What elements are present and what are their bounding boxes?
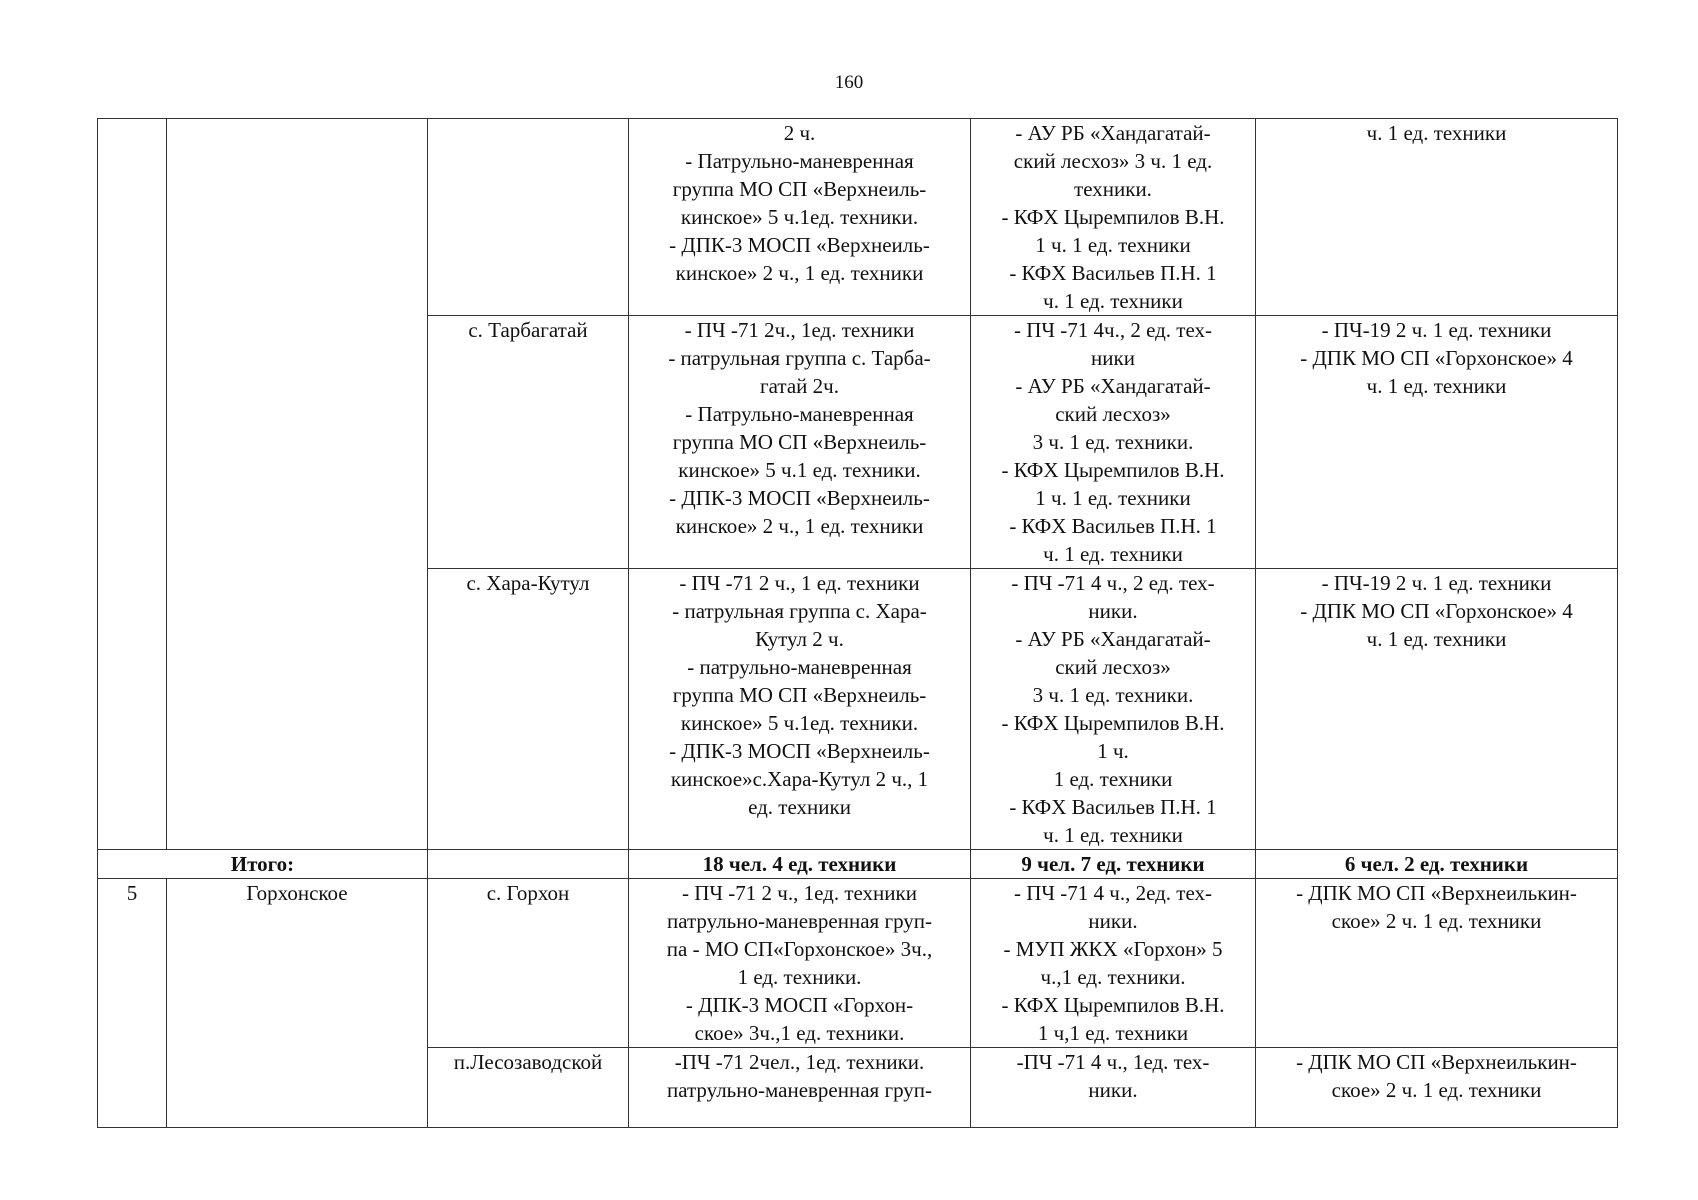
cell-line: ч. 1 ед. техники xyxy=(1366,374,1507,398)
cell-line: - КФХ Васильев П.Н. 1 xyxy=(1009,795,1217,819)
cell-line: ники xyxy=(1091,346,1135,370)
additional-cell xyxy=(1256,879,1618,1048)
cell-line: группа МО СП «Верхнеиль- xyxy=(672,430,927,454)
cell-line: ское» 2 ч. 1 ед. техники xyxy=(1331,909,1542,933)
cell-line: - ДПК-3 МОСП «Верхнеиль- xyxy=(669,739,930,763)
settlement-cell: п.Лесозаводской xyxy=(428,1048,629,1128)
cell-line: ское» 2 ч. 1 ед. техники xyxy=(1331,1078,1542,1102)
cell-line: кинское» 5 ч.1ед. техники. xyxy=(680,711,919,735)
cell-line: ский лесхоз» xyxy=(1055,402,1171,426)
cell-line: ское» 3ч.,1 ед. техники. xyxy=(694,1021,905,1045)
cell-line: - ПЧ -71 4 ч., 2 ед. тех- xyxy=(1011,571,1215,595)
cell-line: 1 ед. техники. xyxy=(737,965,862,989)
cell-line: -ПЧ -71 2чел., 1ед. техники. xyxy=(674,1050,925,1074)
cell-line: - КФХ Цыремпилов В.Н. xyxy=(1001,458,1225,482)
cell-line: группа МО СП «Верхнеиль- xyxy=(672,683,927,707)
settlement-cell xyxy=(428,119,629,316)
municipality-cell: Горхонское xyxy=(167,879,428,1128)
cell-line: - ДПК МО СП «Верхнеилькин- xyxy=(1296,1050,1577,1074)
cell-line: - КФХ Цыремпилов В.Н. xyxy=(1001,993,1225,1017)
cell-line: - АУ РБ «Хандагатай- xyxy=(1015,374,1211,398)
table-row xyxy=(98,879,1618,1048)
reserve-cell xyxy=(971,569,1256,850)
cell-line: - КФХ Васильев П.Н. 1 xyxy=(1009,261,1217,285)
cell-line: 1 ч,1 ед. техники xyxy=(1037,1021,1189,1045)
cell-line: кинское»с.Хара-Кутул 2 ч., 1 xyxy=(670,767,929,791)
cell-line: - ДПК МО СП «Горхонское» 4 xyxy=(1300,599,1573,623)
reserve-cell xyxy=(971,879,1256,1048)
settlement-cell: с. Горхон xyxy=(428,879,629,1048)
cell-line: - Патрульно-маневренная xyxy=(685,149,914,173)
cell-line: ч. 1 ед. техники xyxy=(1043,823,1183,847)
cell-line: ч. 1 ед. техники xyxy=(1043,289,1183,313)
cell-line: 3 ч. 1 ед. техники. xyxy=(1032,430,1194,454)
cell-line: ч. 1 ед. техники xyxy=(1366,121,1507,145)
cell-line: - ПЧ -71 2 ч., 1 ед. техники xyxy=(679,571,920,595)
cell-line: техники. xyxy=(1074,177,1152,201)
cell-line: 2 ч. xyxy=(783,121,816,145)
forces-cell xyxy=(629,569,971,850)
cell-line: - ПЧ-19 2 ч. 1 ед. техники xyxy=(1321,318,1552,342)
cell-line: ский лесхоз» 3 ч. 1 ед. xyxy=(1013,149,1213,173)
cell-line: - ПЧ -71 2 ч., 1ед. техники xyxy=(682,881,917,905)
cell-line: - АУ РБ «Хандагатай- xyxy=(1015,627,1211,651)
cell-line: кинское» 5 ч.1ед. техники. xyxy=(680,205,919,229)
cell-line: - КФХ Васильев П.Н. 1 xyxy=(1009,514,1217,538)
cell-line: - ПЧ -71 4ч., 2 ед. тех- xyxy=(1013,318,1213,342)
cell-line: - ДПК-3 МОСП «Верхнеиль- xyxy=(669,486,930,510)
reserve-cell xyxy=(971,1048,1256,1128)
settlement-cell: с. Тарбагатай xyxy=(428,316,629,569)
cell-line: гатай 2ч. xyxy=(760,374,839,398)
total-additional: 6 чел. 2 ед. техники xyxy=(1256,850,1618,879)
settlement-cell: с. Хара-Кутул xyxy=(428,569,629,850)
cell-line: - ДПК-3 МОСП «Верхнеиль- xyxy=(669,233,930,257)
forces-cell xyxy=(629,119,971,316)
reserve-cell xyxy=(971,316,1256,569)
additional-cell xyxy=(1256,569,1618,850)
cell-line: па - МО СП«Горхонское» 3ч., xyxy=(666,937,933,961)
forces-cell xyxy=(629,1048,971,1128)
cell-line: - Патрульно-маневренная xyxy=(685,402,914,426)
cell-line: ед. техники xyxy=(748,795,851,819)
cell-line: - КФХ Цыремпилов В.Н. xyxy=(1001,205,1225,229)
additional-cell xyxy=(1256,316,1618,569)
cell-line: группа МО СП «Верхнеиль- xyxy=(672,177,927,201)
cell-line: 3 ч. 1 ед. техники. xyxy=(1032,683,1194,707)
cell-line: - ДПК МО СП «Горхонское» 4 xyxy=(1300,346,1573,370)
cell-line: - ДПК МО СП «Верхнеилькин- xyxy=(1296,881,1577,905)
total-forces: 18 чел. 4 ед. техники xyxy=(629,850,971,879)
cell-line: 1 ч. 1 ед. техники xyxy=(1035,486,1191,510)
additional-cell xyxy=(1256,119,1618,316)
table-row xyxy=(98,119,1618,316)
cell-line: патрульно-маневренная груп- xyxy=(666,909,933,933)
cell-line: - МУП ЖКХ «Горхон» 5 xyxy=(1003,937,1223,961)
cell-line: - ДПК-3 МОСП «Горхон- xyxy=(685,993,914,1017)
cell-line: кинское» 5 ч.1 ед. техники. xyxy=(678,458,921,482)
number-cell xyxy=(98,119,167,850)
cell-line: ч. 1 ед. техники xyxy=(1043,542,1183,566)
cell-line: ники. xyxy=(1088,1078,1138,1102)
cell-line: - АУ РБ «Хандагатай- xyxy=(1015,121,1211,145)
cell-line: - КФХ Цыремпилов В.Н. xyxy=(1001,711,1225,735)
cell-line: -ПЧ -71 4 ч., 1ед. тех- xyxy=(1016,1050,1210,1074)
total-reserve: 9 чел. 7 ед. техники xyxy=(971,850,1256,879)
cell-line: 1 ч. xyxy=(1097,739,1129,763)
page-number: 160 xyxy=(834,72,864,93)
cell-line: Кутул 2 ч. xyxy=(755,627,844,651)
total-empty-cell xyxy=(428,850,629,879)
cell-line: кинское» 2 ч., 1 ед. техники xyxy=(675,514,924,538)
additional-cell xyxy=(1256,1048,1618,1128)
total-row xyxy=(98,850,1618,879)
cell-line: - патрульно-маневренная xyxy=(687,655,912,679)
total-label: Итого: xyxy=(98,850,428,879)
municipality-cell xyxy=(167,119,428,850)
resources-table xyxy=(97,118,1618,1128)
cell-line: - ПЧ-19 2 ч. 1 ед. техники xyxy=(1321,571,1552,595)
cell-line: ники. xyxy=(1088,909,1138,933)
cell-line: ский лесхоз» xyxy=(1055,655,1171,679)
forces-cell xyxy=(629,879,971,1048)
cell-line: патрульно-маневренная груп- xyxy=(666,1078,933,1102)
cell-line: - патрульная группа с. Хара- xyxy=(672,599,927,623)
cell-line: 1 ед. техники xyxy=(1053,767,1173,791)
cell-line: кинское» 2 ч., 1 ед. техники xyxy=(675,261,924,285)
forces-cell xyxy=(629,316,971,569)
cell-line: ч.,1 ед. техники. xyxy=(1040,965,1186,989)
cell-line: - ПЧ -71 2ч., 1ед. техники xyxy=(684,318,915,342)
cell-line: - патрульная группа с. Тарба- xyxy=(668,346,931,370)
reserve-cell xyxy=(971,119,1256,316)
cell-line: ники. xyxy=(1088,599,1138,623)
number-cell: 5 xyxy=(98,879,167,1128)
cell-line: ч. 1 ед. техники xyxy=(1366,627,1507,651)
cell-line: - ПЧ -71 4 ч., 2ед. тех- xyxy=(1013,881,1213,905)
cell-line: 1 ч. 1 ед. техники xyxy=(1035,233,1191,257)
